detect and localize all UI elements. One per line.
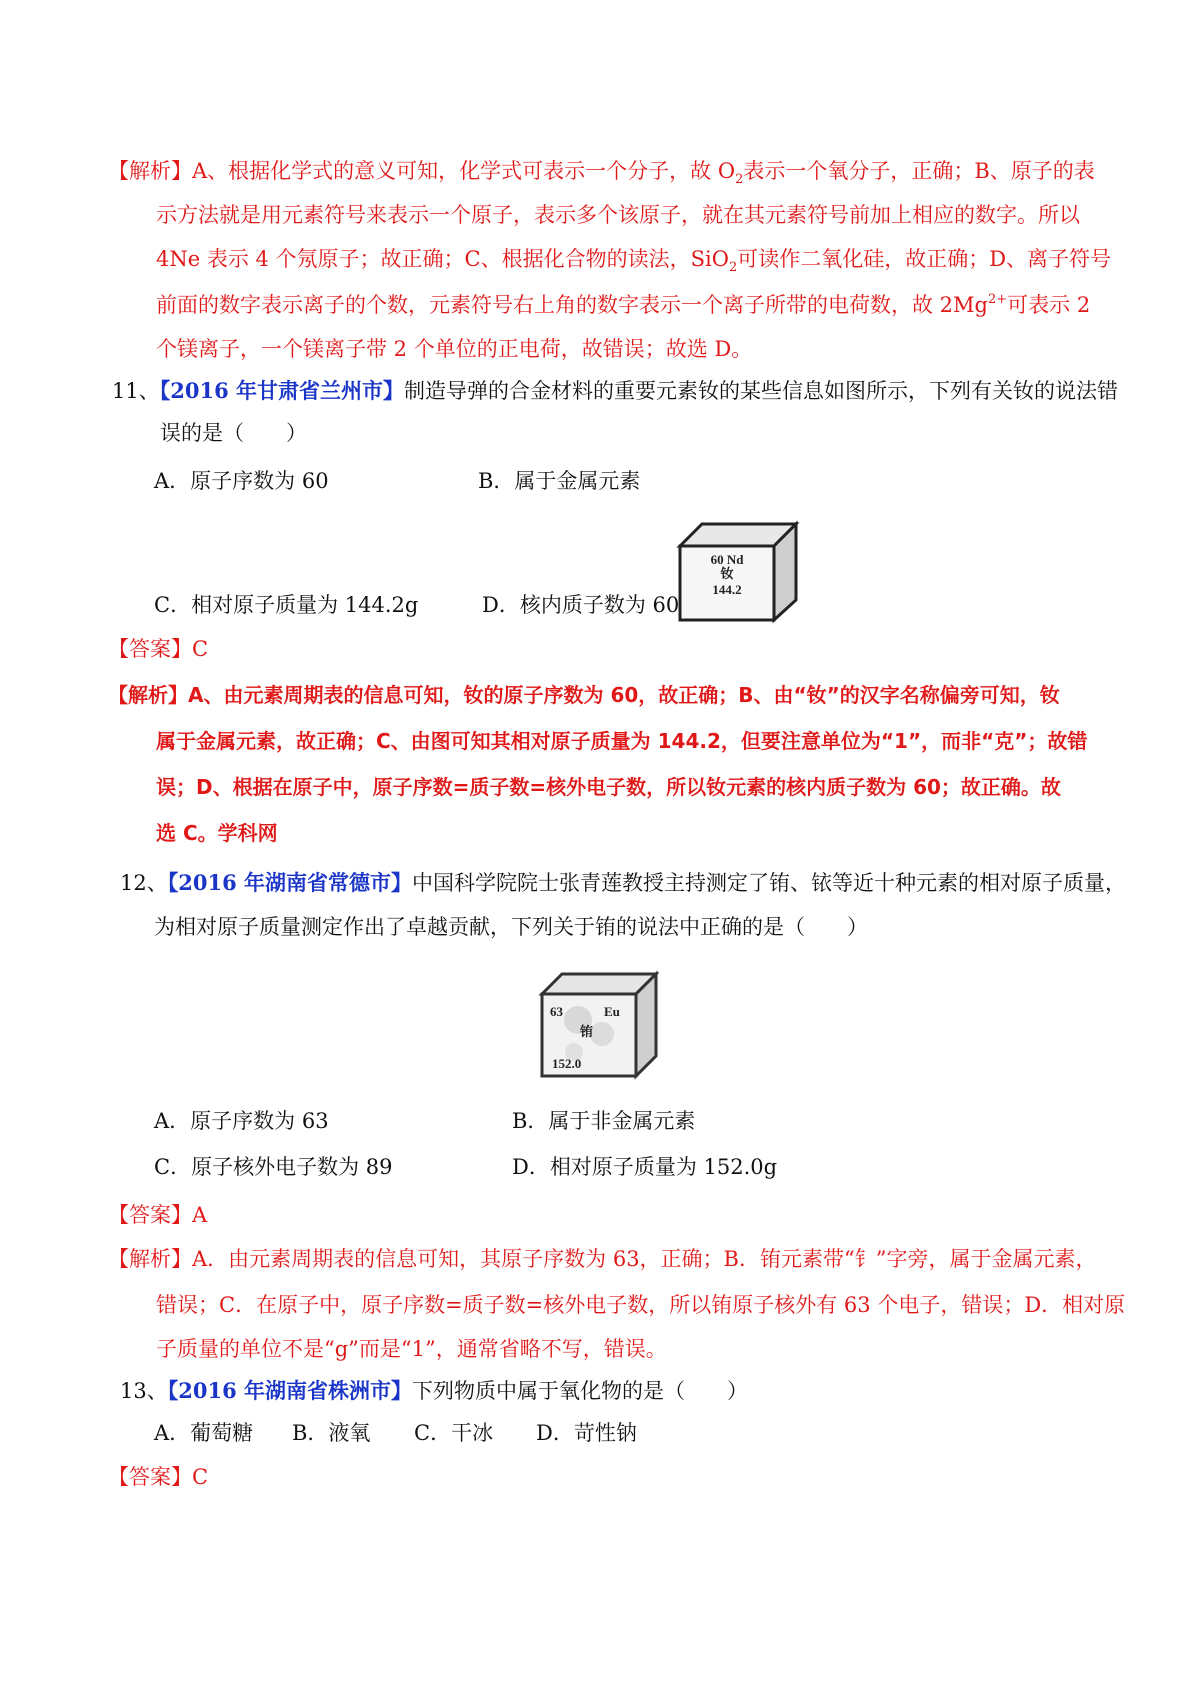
q11-option-c: C．相对原子质量为 144.2g (154, 593, 419, 617)
question-source: 【2016 年甘肃省兰州市】 (159, 378, 404, 403)
q10-analysis-line-2: 示方法就是用元素符号来表示一个原子，表示多个该原子，就在其元素符号前加上相应的数字。所以 (156, 203, 1080, 227)
question-source: 【2016 年湖南省株洲市】 (167, 1378, 412, 1403)
q12-stem-line-1: 12、【2016 年湖南省常德市】中国科学院院士张青莲教授主持测定了铕、铱等近十种元素的相对原子质量， (120, 870, 1126, 895)
q12-option-a: A．原子序数为 63 (154, 1109, 329, 1133)
q12-card-name: 铕 (580, 1024, 594, 1039)
q10-analysis-line-5: 个镁离子，一个镁离子带 2 个单位的正电荷，故错误；故选 D。 (156, 337, 753, 361)
q13-option-a: A．葡萄糖 (154, 1421, 254, 1445)
q11-card-mass: 144.2 (712, 582, 742, 597)
q12-option-b: B．属于非金属元素 (512, 1109, 696, 1133)
q12-analysis-line-2: 错误；C．在原子中，原子序数=质子数=核外电子数，所以铕原子核外有 63 个电子，错误；D．相对原 (156, 1293, 1126, 1317)
q12-answer: 【答案】A (108, 1203, 208, 1227)
q11-analysis-line-4: 选 C。学科网 (156, 821, 278, 845)
q12-card-symbol: Eu (604, 1004, 620, 1019)
q12-option-c: C．原子核外电子数为 89 (154, 1155, 393, 1179)
q12-analysis-line-3: 子质量的单位不是“g”而是“1”，通常省略不写，错误。 (156, 1337, 667, 1361)
q12-card-atomic-number: 63 (550, 1004, 563, 1019)
q13-option-d: D．苛性钠 (536, 1421, 637, 1445)
q12-card-mass: 152.0 (552, 1056, 582, 1071)
analysis-bracket: 【解析】 (108, 159, 192, 183)
q12-stem-line-2: 为相对原子质量测定作出了卓越贡献，下列关于铕的说法中正确的是（ ） (154, 915, 868, 939)
q10-analysis-line-1: 【解析】A、根据化学式的意义可知，化学式可表示一个分子，故 $O_2$表示一个氧分子，正确；B、原子的表 (108, 159, 1095, 187)
q13-answer: 【答案】C (108, 1465, 209, 1489)
q11-stem-line-1: 11、【2016 年甘肃省兰州市】制造导弹的合金材料的重要元素钕的某些信息如图所示，下列有关钕的说法错 (112, 378, 1118, 403)
q11-option-b: B．属于金属元素 (478, 469, 641, 493)
q11-analysis-line-1: 【解析】A、由元素周期表的信息可知，钕的原子序数为 60，故正确；B、由“钕”的汉字名称偏旁可知，钕 (108, 683, 1060, 707)
question-number: 13、 (120, 1379, 168, 1403)
q13-option-b: B．液氧 (292, 1421, 371, 1445)
q10-analysis-line-3: 4Ne 表示 4 个氖原子；故正确；C、根据化合物的读法，SiO$_2$可读作二氧化硅，故正确；D、离子符号 (156, 247, 1112, 275)
question-number: 12、 (120, 871, 168, 895)
q11-card-name: 钕 (720, 566, 734, 581)
q11-answer: 【答案】C (108, 637, 209, 661)
q13-option-c: C．干冰 (414, 1421, 494, 1445)
q12-option-d: D．相对原子质量为 152.0g (512, 1155, 778, 1179)
question-source: 【2016 年湖南省常德市】 (167, 870, 412, 895)
q12-analysis-line-1: 【解析】A．由元素周期表的信息可知，其原子序数为 63，正确；B．铕元素带“钅”字旁，属于金属元素， (108, 1247, 1097, 1271)
q13-stem: 13、【2016 年湖南省株洲市】下列物质中属于氧化物的是（ ） (120, 1378, 748, 1403)
q11-analysis-line-2: 属于金属元素，故正确；C、由图可知其相对原子质量为 144.2，但要注意单位为“1”，而非“克”；故错 (156, 729, 1088, 753)
q11-stem-line-2: 误的是（ ） (160, 421, 307, 445)
q11-analysis-line-3: 误；D、根据在原子中，原子序数=质子数=核外电子数，所以钕元素的核内质子数为 60；故正确。故 (156, 775, 1061, 799)
q11-card-number-symbol: 60 Nd (710, 552, 744, 567)
q11-option-a: A．原子序数为 60 (154, 469, 329, 493)
q11-option-d: D．核内质子数为 60 (482, 593, 680, 617)
question-number: 11、 (112, 379, 160, 403)
q10-analysis-line-4: 前面的数字表示离子的个数，元素符号右上角的数字表示一个离子所带的电荷数，故 $2Mg^{2+}$可表示 2 (156, 292, 1091, 317)
